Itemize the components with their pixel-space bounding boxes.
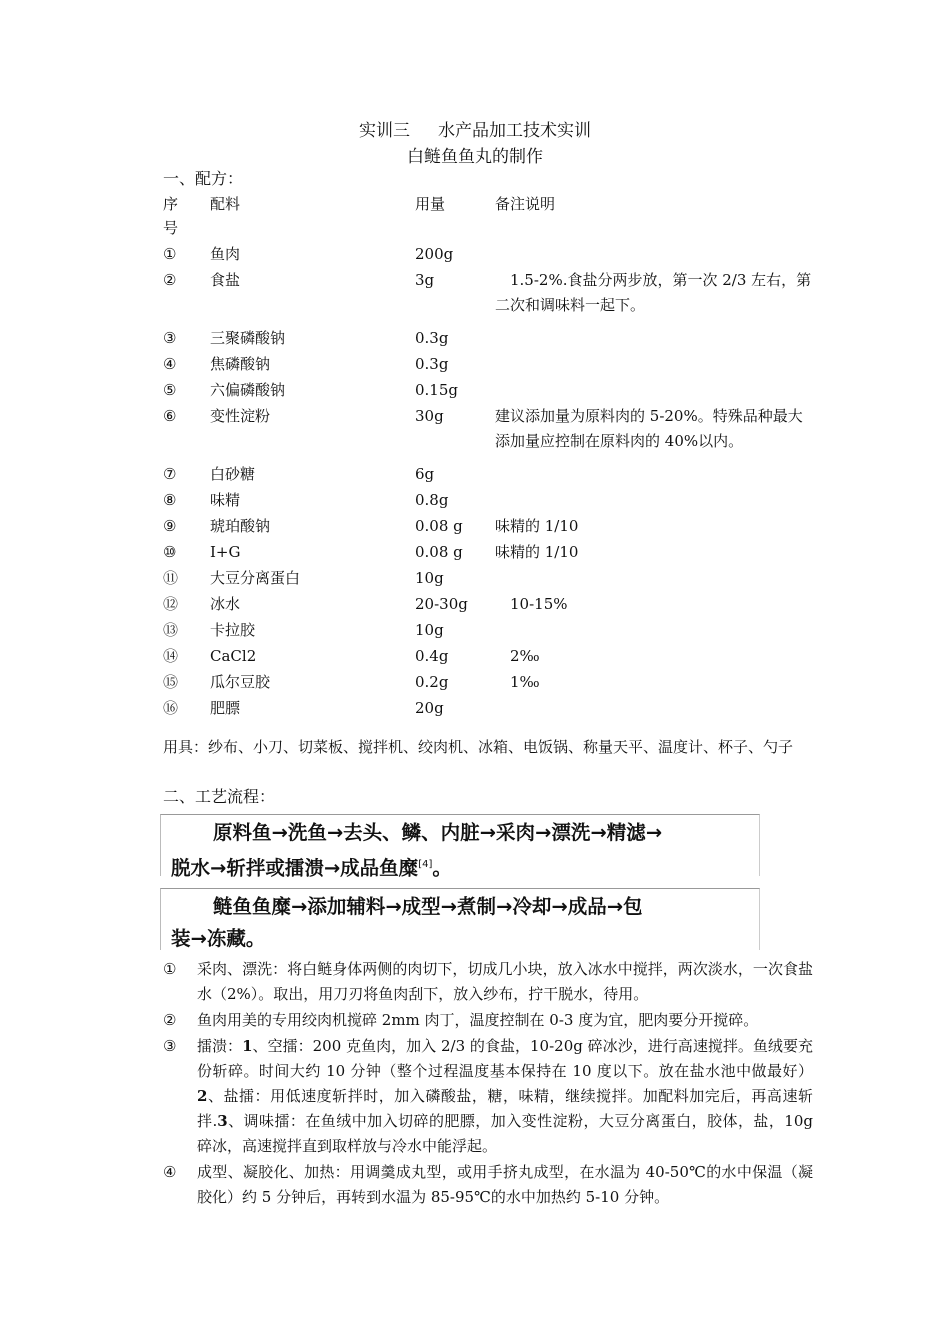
row-amount: 0.2g bbox=[415, 673, 449, 691]
row-note: 2‰ bbox=[495, 647, 540, 665]
row-ingredient: 大豆分离蛋白 bbox=[210, 569, 301, 587]
step-sub-2: 2 bbox=[197, 1087, 208, 1105]
doc-subtitle: 白鲢鱼鱼丸的制作 bbox=[407, 147, 543, 167]
title-part2: 水产品加工技术实训 bbox=[438, 121, 591, 141]
step-text: 采肉、漂洗：将白鲢身体两侧的肉切下，切成几小块，放入冰水中搅拌，两次淡水，一次食盐水（2%）。取出，用刀刃将鱼肉刮下，放入纱布，拧干脱水，待用。 bbox=[197, 960, 813, 1003]
row-ingredient: I+G bbox=[210, 543, 241, 561]
table-row bbox=[163, 540, 813, 566]
step-number: ② bbox=[163, 1011, 177, 1029]
row-ingredient: 食盐 bbox=[210, 271, 241, 289]
title-part1: 实训三 bbox=[359, 121, 410, 141]
step-item bbox=[163, 1034, 813, 1159]
row-amount: 0.08 g bbox=[415, 517, 463, 535]
flow1-ref: [4] bbox=[418, 859, 433, 870]
row-note: 建议添加量为原料肉的 5-20%。特殊品种最大添加量应控制在原料肉的 40%以内。 bbox=[495, 407, 803, 450]
table-row bbox=[163, 670, 813, 696]
row-ingredient: 冰水 bbox=[210, 595, 241, 613]
table-row bbox=[163, 566, 813, 592]
row-no: ⑬ bbox=[163, 621, 179, 639]
step-text: 鱼肉用美的专用绞肉机搅碎 2mm 肉丁，温度控制在 0-3 度为宜，肥肉要分开搅碎。 bbox=[197, 1011, 759, 1029]
flow1-line2: 脱水→斩拌或擂溃→成品鱼糜 bbox=[171, 856, 419, 880]
row-ingredient: 琥珀酸钠 bbox=[210, 517, 271, 535]
row-no: ⑭ bbox=[163, 647, 179, 665]
step-number: ① bbox=[163, 960, 177, 978]
table-row bbox=[163, 462, 813, 488]
table-row bbox=[163, 514, 813, 540]
table-row bbox=[163, 592, 813, 618]
row-no: ⑥ bbox=[163, 407, 177, 425]
row-ingredient: 白砂糖 bbox=[210, 465, 256, 483]
row-amount: 30g bbox=[415, 407, 444, 425]
row-ingredient: CaCl2 bbox=[210, 647, 257, 665]
row-ingredient: 瓜尔豆胶 bbox=[210, 673, 271, 691]
tools-list: 用具：纱布、小刀、切菜板、搅拌机、绞肉机、冰箱、电饭锅、称量天平、温度计、杯子、勺子 bbox=[163, 738, 794, 756]
row-note: 1‰ bbox=[495, 673, 540, 691]
row-amount: 200g bbox=[415, 245, 454, 263]
row-no: ⑮ bbox=[163, 673, 179, 691]
row-no: ④ bbox=[163, 355, 177, 373]
row-no: ① bbox=[163, 245, 177, 263]
row-amount: 0.4g bbox=[415, 647, 449, 665]
header-no: 序号 bbox=[163, 195, 179, 237]
row-ingredient: 三聚磷酸钠 bbox=[210, 329, 286, 347]
row-amount: 0.3g bbox=[415, 355, 449, 373]
step-text-d: 、调味擂：在鱼绒中加入切碎的肥膘，加入变性淀粉，大豆分离蛋白，胶体，盐，10g 碎冰，高速搅拌直到取样放与冷水中能浮起。 bbox=[197, 1112, 813, 1155]
row-no: ② bbox=[163, 271, 177, 289]
table-row bbox=[163, 268, 813, 326]
section-heading-process: 二、工艺流程： bbox=[163, 787, 276, 806]
table-row bbox=[163, 618, 813, 644]
table-row bbox=[163, 352, 813, 378]
formula-table bbox=[163, 192, 813, 722]
table-header bbox=[163, 192, 813, 242]
process-steps bbox=[163, 957, 813, 1211]
row-amount: 0.8g bbox=[415, 491, 449, 509]
table-body bbox=[163, 242, 813, 722]
process-flow-image-2 bbox=[160, 888, 760, 950]
step-item bbox=[163, 1160, 813, 1210]
step-text-b: 、空擂：200 克鱼肉，加入 2/3 的食盐，10-20g 碎冰沙，进行高速搅拌。鱼绒要充份斩碎。时间大约 10 分钟（整个过程温度基本保持在 10 度以下。放在盐水池中做最好） bbox=[197, 1037, 813, 1080]
step-text: 成型、凝胶化、加热：用调羹成丸型，或用手挤丸成型，在水温为 40-50℃的水中保温（凝胶化）约 5 分钟后，再转到水温为 85-95℃的水中加热约 5-10 分钟。 bbox=[197, 1163, 813, 1206]
step-sub-1: 1 bbox=[242, 1037, 253, 1055]
row-ingredient: 鱼肉 bbox=[210, 245, 241, 263]
table-row bbox=[163, 644, 813, 670]
row-note: 味精的 1/10 bbox=[495, 517, 579, 535]
row-no: ⑩ bbox=[163, 543, 177, 561]
row-no: ⑧ bbox=[163, 491, 177, 509]
step-text-a: 擂溃： bbox=[197, 1037, 243, 1055]
flow2-line2: 装→冻藏。 bbox=[171, 927, 266, 950]
row-no: ③ bbox=[163, 329, 177, 347]
row-no: ⑦ bbox=[163, 465, 177, 483]
row-no: ⑯ bbox=[163, 699, 179, 717]
step-item bbox=[163, 957, 813, 1007]
row-amount: 3g bbox=[415, 271, 435, 289]
table-row bbox=[163, 242, 813, 268]
row-note: 1.5-2%.食盐分两步放，第一次 2/3 左右，第二次和调味料一起下。 bbox=[495, 271, 812, 314]
row-ingredient: 味精 bbox=[210, 491, 241, 509]
row-note: 味精的 1/10 bbox=[495, 543, 579, 561]
process-flow-image-1 bbox=[160, 814, 760, 880]
step-number: ④ bbox=[163, 1163, 177, 1181]
step-number: ③ bbox=[163, 1037, 177, 1055]
row-amount: 20-30g bbox=[415, 595, 468, 613]
row-amount: 0.15g bbox=[415, 381, 459, 399]
row-amount: 0.08 g bbox=[415, 543, 463, 561]
step-sub-3: 3 bbox=[217, 1112, 228, 1130]
row-amount: 10g bbox=[415, 621, 444, 639]
table-row bbox=[163, 378, 813, 404]
flow1-line1: 原料鱼→洗鱼→去头、鳞、内脏→采肉→漂洗→精滤→ bbox=[213, 821, 663, 844]
step-text-c: 、盐擂：用低速度斩拌时，加入磷酸盐，糖，味精，继续搅拌。加配料加完后，再高速斩拌. bbox=[197, 1087, 813, 1130]
section-heading-formula: 一、配方： bbox=[163, 169, 244, 188]
table-row bbox=[163, 404, 813, 462]
row-amount: 6g bbox=[415, 465, 435, 483]
step-item bbox=[163, 1008, 813, 1033]
row-no: ⑤ bbox=[163, 381, 177, 399]
header-ingredient: 配料 bbox=[210, 195, 241, 213]
table-row bbox=[163, 696, 813, 722]
flow2-line1: 鲢鱼鱼糜→添加辅料→成型→煮制→冷却→成品→包 bbox=[213, 895, 643, 918]
row-ingredient: 六偏磷酸钠 bbox=[210, 381, 286, 399]
table-row bbox=[163, 326, 813, 352]
row-amount: 20g bbox=[415, 699, 444, 717]
row-ingredient: 肥膘 bbox=[210, 699, 241, 717]
row-amount: 10g bbox=[415, 569, 444, 587]
row-ingredient: 变性淀粉 bbox=[210, 407, 271, 425]
table-row bbox=[163, 488, 813, 514]
row-ingredient: 卡拉胶 bbox=[210, 621, 256, 639]
doc-title bbox=[0, 116, 950, 141]
row-no: ⑪ bbox=[163, 569, 179, 587]
header-note: 备注说明 bbox=[495, 195, 556, 213]
header-amount: 用量 bbox=[415, 195, 446, 213]
row-amount: 0.3g bbox=[415, 329, 449, 347]
row-no: ⑫ bbox=[163, 595, 179, 613]
row-ingredient: 焦磷酸钠 bbox=[210, 355, 271, 373]
flow1-end: 。 bbox=[432, 856, 452, 880]
row-note: 10-15% bbox=[495, 595, 568, 613]
row-no: ⑨ bbox=[163, 517, 177, 535]
